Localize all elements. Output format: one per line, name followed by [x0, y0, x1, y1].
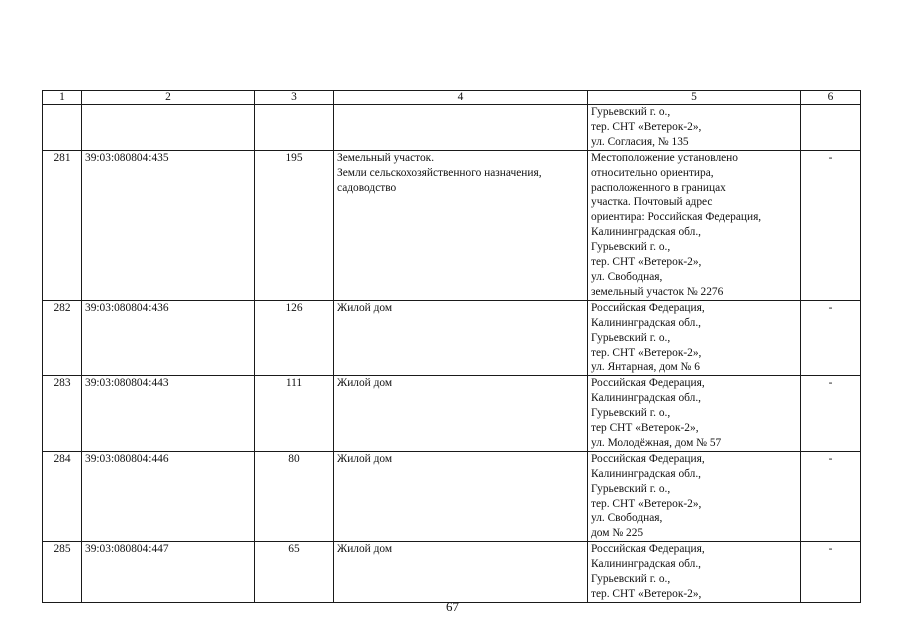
note-cell — [801, 105, 861, 151]
area-cell — [255, 105, 334, 151]
address-line: тер. СНТ «Ветерок-2», — [591, 346, 702, 359]
description-line: Жилой дом — [337, 543, 393, 556]
address-line: тер. СНТ «Ветерок-2», — [591, 256, 702, 269]
area-cell: 65 — [255, 542, 334, 603]
description-cell — [334, 105, 588, 151]
description-cell — [334, 451, 588, 541]
area-cell: 195 — [255, 150, 334, 300]
area-cell: 126 — [255, 300, 334, 376]
description-cell — [334, 542, 588, 603]
area-cell: 111 — [255, 376, 334, 452]
note-cell: - — [801, 451, 861, 541]
header-cell-6: 6 — [801, 91, 861, 105]
description-line: Жилой дом — [337, 452, 393, 465]
row-number-cell: 283 — [43, 376, 82, 452]
table-row — [43, 376, 861, 452]
note-cell: - — [801, 542, 861, 603]
address-line: Гурьевский г. о., — [591, 106, 671, 118]
header-cell-2: 2 — [82, 91, 255, 105]
description-line: садоводство — [337, 181, 397, 194]
cadastral-number-cell — [82, 105, 255, 151]
description-cell — [334, 150, 588, 300]
note-cell: - — [801, 376, 861, 452]
address-line: Российская Федерация, — [591, 452, 705, 465]
address-line: ул. Свободная, — [591, 512, 663, 525]
address-line: ул. Янтарная, дом № 6 — [591, 361, 700, 374]
address-line: участка. Почтовый адрес — [591, 196, 713, 209]
address-cell — [588, 542, 801, 603]
cadastral-number-cell: 39:03:080804:446 — [82, 451, 255, 541]
address-line: Российская Федерация, — [591, 301, 705, 314]
address-line: ул. Согласия, № 135 — [591, 135, 689, 148]
address-cell — [588, 376, 801, 452]
table-row — [43, 542, 861, 603]
address-line: Калининградская обл., — [591, 392, 702, 405]
address-line: дом № 225 — [591, 527, 644, 540]
row-number-cell: 285 — [43, 542, 82, 603]
note-cell: - — [801, 300, 861, 376]
area-cell: 80 — [255, 451, 334, 541]
registry-table — [42, 90, 861, 603]
address-line: Гурьевский г. о., — [591, 407, 671, 420]
address-line: тер. СНТ «Ветерок-2», — [591, 120, 702, 133]
description-line: Земли сельскохозяйственного назначения, — [337, 166, 542, 179]
address-line: расположенного в границах — [591, 181, 726, 194]
description-line: Земельный участок. — [337, 151, 435, 164]
row-number-cell — [43, 105, 82, 151]
description-cell — [334, 376, 588, 452]
header-cell-3: 3 — [255, 91, 334, 105]
description-line: Жилой дом — [337, 301, 393, 314]
cadastral-number-cell: 39:03:080804:447 — [82, 542, 255, 603]
address-cell — [588, 105, 801, 151]
address-line: ул. Молодёжная, дом № 57 — [591, 436, 722, 449]
address-line: Гурьевский г. о., — [591, 482, 671, 495]
table-row — [43, 150, 861, 300]
table-row — [43, 105, 861, 151]
description-cell — [334, 300, 588, 376]
address-line: земельный участок № 2276 — [591, 285, 724, 298]
row-number-cell: 284 — [43, 451, 82, 541]
cadastral-number-cell: 39:03:080804:435 — [82, 150, 255, 300]
address-line: относительно ориентира, — [591, 166, 714, 179]
address-cell — [588, 150, 801, 300]
address-line: тер. СНТ «Ветерок-2», — [591, 497, 702, 510]
address-line: Российская Федерация, — [591, 377, 705, 390]
address-line: ул. Свободная, — [591, 270, 663, 283]
address-line: Местоположение установлено — [591, 151, 738, 164]
address-line: Калининградская обл., — [591, 316, 702, 329]
address-line: Гурьевский г. о., — [591, 573, 671, 586]
header-cell-5: 5 — [588, 91, 801, 105]
row-number-cell: 282 — [43, 300, 82, 376]
description-line: Жилой дом — [337, 377, 393, 390]
address-line: Калининградская обл., — [591, 558, 702, 571]
address-cell — [588, 451, 801, 541]
address-line: Калининградская обл., — [591, 226, 702, 239]
address-line: Российская Федерация, — [591, 543, 705, 556]
header-cell-1: 1 — [43, 91, 82, 105]
address-line: тер. СНТ «Ветерок-2», — [591, 588, 702, 600]
address-line: Гурьевский г. о., — [591, 241, 671, 254]
header-cell-4: 4 — [334, 91, 588, 105]
address-line: Гурьевский г. о., — [591, 331, 671, 344]
table-row — [43, 300, 861, 376]
address-line: тер СНТ «Ветерок-2», — [591, 422, 699, 435]
table-row — [43, 451, 861, 541]
address-line: ориентира: Российская Федерация, — [591, 211, 762, 224]
address-cell — [588, 300, 801, 376]
note-cell: - — [801, 150, 861, 300]
table-body — [43, 105, 861, 603]
header-row — [43, 91, 861, 105]
address-line: Калининградская обл., — [591, 467, 702, 480]
row-number-cell: 281 — [43, 150, 82, 300]
cadastral-number-cell: 39:03:080804:436 — [82, 300, 255, 376]
cadastral-number-cell: 39:03:080804:443 — [82, 376, 255, 452]
page-number: 67 — [446, 599, 459, 614]
